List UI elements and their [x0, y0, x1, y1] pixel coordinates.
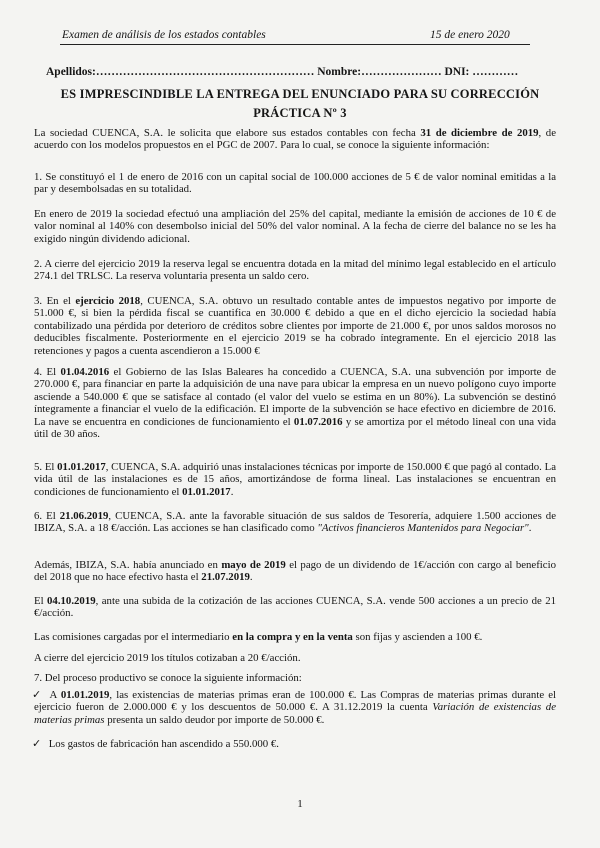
item-6-closing-price: A cierre del ejercicio 2019 los títulos cotizaban a 20 €/acción. [34, 652, 301, 664]
item-6-paragraph: 6. El 21.06.2019, CUENCA, S.A. ante la favorable situación de sus saldos de Tesorería, adquiere 1.500 acciones de IBIZA, S.A. a 18 €/acción. Las acciones se han clasificado como "Activos financieros Mantenidos para Negociar". [34, 510, 557, 535]
item-1-capital-increase: En enero de 2019 la sociedad efectuó una ampliación del 25% del capital, mediante la emisión de acciones de 10 € de valor nominal al 140% con desembolso inicial del 50% del valor nominal. A la fecha de cierre del balance no se les ha exigido ningún dividendo adicional. [34, 208, 556, 245]
header-title: Examen de análisis de los estados contables [62, 29, 266, 41]
dni-blank: ………… [472, 66, 519, 78]
item-7-raw-materials: ✓ A 01.01.2019, las existencias de materias primas eran de 100.000 €. Las Compras de materias primas durante el ejercicio fueron de 2.000.000 € y los descuentos de 50.000 €. A 31.12.2019 la cuenta Variación de existencias de materias primas presenta un saldo deudor por importe de 50.000 €. [32, 689, 556, 726]
check-icon: ✓ [32, 689, 42, 701]
item-6-commissions: Las comisiones cargadas por el intermediario en la compra y en la venta son fijas y ascienden a 100 €. [34, 631, 483, 643]
item-1-paragraph: 1. Se constituyó el 1 de enero de 2016 con un capital social de 100.000 acciones de 5 € de valor nominal emitidas a la par y desembolsadas en su totalidad. [34, 171, 556, 196]
practice-title: PRÁCTICA Nº 3 [253, 106, 347, 120]
header-date: 15 de enero 2020 [430, 29, 510, 41]
item-7-manufacturing-costs: ✓ Los gastos de fabricación han ascendido a 550.000 €. [32, 738, 279, 750]
item-3-paragraph: 3. En el ejercicio 2018, CUENCA, S.A. obtuvo un resultado contable antes de impuestos negativo por importe de 51.000 €, si bien la pérdida fiscal se cuantifica en 30.000 € debido a que en el dicho ejercicio la sociedad había contabilizado una pérdida por deterioro de créditos sobre clientes por importe de 21.000 €, por unos saldos morosos no deducibles fiscalmente. Posteriormente en el ejercicio 2019 se ha cobrado íntegramente. En el ejercicio 2018 las retenciones y pagos a cuenta ascendieron a 15.000 € [34, 295, 556, 357]
nombre-label: Nombre: [317, 66, 362, 78]
item-7-paragraph: 7. Del proceso productivo se conoce la siguiente información: [34, 672, 302, 684]
intro-paragraph: La sociedad CUENCA, S.A. le solicita que elabore sus estados contables con fecha 31 de diciembre de 2019, de acuerdo con los modelos propuestos en el PGC de 2007. Para lo cual, se conoce la siguiente información: [34, 127, 556, 152]
header-rule [60, 44, 530, 45]
item-6-sale: El 04.10.2019, ante una subida de la cotización de las acciones CUENCA, S.A. vende 500 acciones a un precio de 21 €/acción. [34, 595, 556, 620]
nombre-blank: ………………… [361, 66, 442, 78]
apellidos-blank: ………………………………………………… [95, 66, 315, 78]
student-fields [46, 66, 566, 78]
dni-label: DNI: [444, 66, 470, 78]
delivery-notice: ES IMPRESCINDIBLE LA ENTREGA DEL ENUNCIADO PARA SU CORRECCIÓN [60, 87, 540, 101]
page-number: 1 [297, 798, 303, 810]
item-4-paragraph: 4. El 01.04.2016 el Gobierno de las Islas Baleares ha concedido a CUENCA, S.A. una subvención por importe de 270.000 €, para financiar en parte la adquisición de una nave para ubicar la empresa en un nuevo polígono cuyo importe asciende a 540.000 € que se satisface al contado (el valor del vuelo se estima en un 80%). La subvención se destinó íntegramente a financiar el vuelo de la edificación. El importe de la subvención se hace efectivo en diciembre de 2016. La nave se encuentra en condiciones de funcionamiento el 01.07.2016 y se amortiza por el método lineal con una vida útil de 30 años. [34, 366, 556, 441]
item-2-paragraph: 2. A cierre del ejercicio 2019 la reserva legal se encuentra dotada en la mitad del mínimo legal establecido en el artículo 274.1 del TRLSC. La reserva voluntaria presenta un saldo cero. [34, 258, 556, 283]
check-icon: ✓ [32, 738, 42, 750]
item-5-paragraph: 5. El 01.01.2017, CUENCA, S.A. adquirió unas instalaciones técnicas por importe de 150.000 € que pagó al contado. La vida útil de las instalaciones es de 15 años, amortizándose de forma lineal. Las instalaciones se encuentran en condiciones de funcionamiento el 01.01.2017. [34, 461, 556, 498]
apellidos-label: Apellidos: [46, 66, 96, 78]
item-6-dividend: Además, IBIZA, S.A. había anunciado en mayo de 2019 el pago de un dividendo de 1€/acción con cargo al beneficio del 2018 que no hace efectivo hasta el 21.07.2019. [34, 559, 556, 584]
